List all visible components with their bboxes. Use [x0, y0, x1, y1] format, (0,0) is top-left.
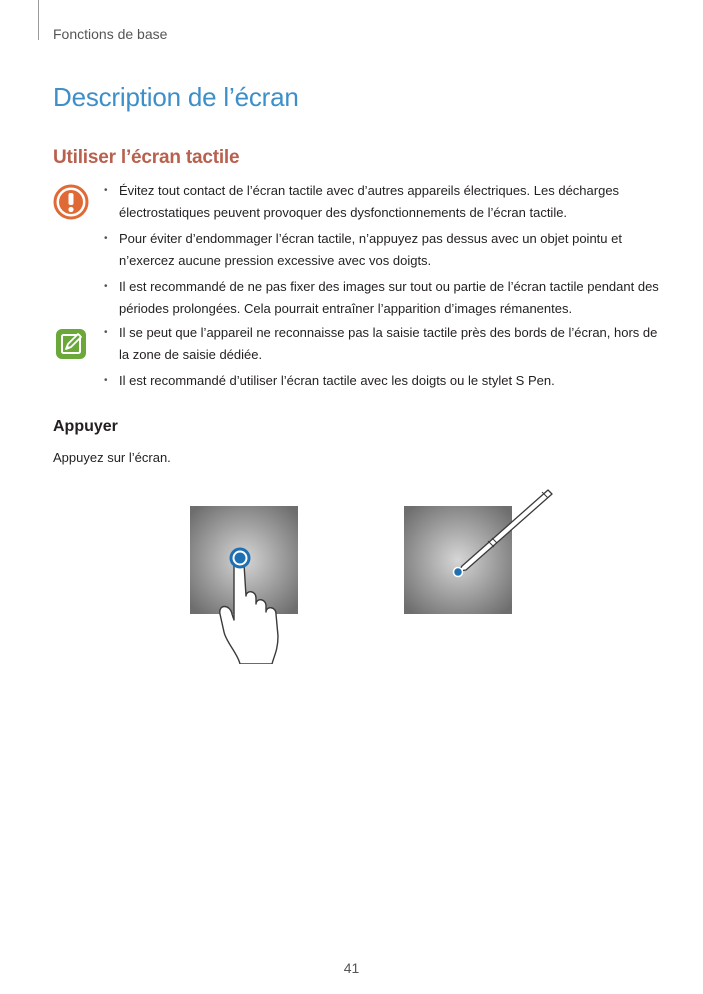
- warning-notice: [104, 180, 664, 324]
- tap-description: Appuyez sur l’écran.: [53, 450, 171, 465]
- spen-tap-illustration: [402, 484, 562, 619]
- warning-item: • Il est recommandé de ne pas fixer des images sur tout ou partie de l’écran tactile pendant des périodes prolongées. Cela pourrait entraîner l’apparition d’images rémanentes.: [104, 276, 664, 320]
- warning-item: • Évitez tout contact de l’écran tactile avec d’autres appareils électriques. Les décharges électrostatiques peuvent provoquer des dysfonctionnements de l’écran tactile.: [104, 180, 664, 224]
- finger-tap-illustration: [188, 504, 308, 664]
- page-title: Description de l’écran: [53, 82, 299, 112]
- warning-item: • Pour éviter d’endommager l’écran tactile, n’appuyez pas dessus avec un objet pointu et n’exercez aucune pression excessive avec vos doigts.: [104, 228, 664, 272]
- note-icon: [54, 327, 88, 361]
- header-rule: [38, 0, 39, 40]
- running-header: Fonctions de base: [53, 26, 168, 42]
- section-title: Utiliser l’écran tactile: [53, 147, 240, 168]
- note-item: • Il se peut que l’appareil ne reconnaisse pas la saisie tactile près des bords de l’écran, hors de la zone de saisie dédiée.: [104, 322, 664, 366]
- warning-icon: [53, 184, 89, 220]
- note-notice: [104, 322, 664, 396]
- page-number: 41: [343, 960, 360, 976]
- screen-square: [404, 506, 512, 614]
- tap-title: Appuyer: [53, 418, 118, 435]
- touch-point: [454, 568, 463, 577]
- note-item: • Il est recommandé d’utiliser l’écran tactile avec les doigts ou le stylet S Pen.: [104, 370, 664, 392]
